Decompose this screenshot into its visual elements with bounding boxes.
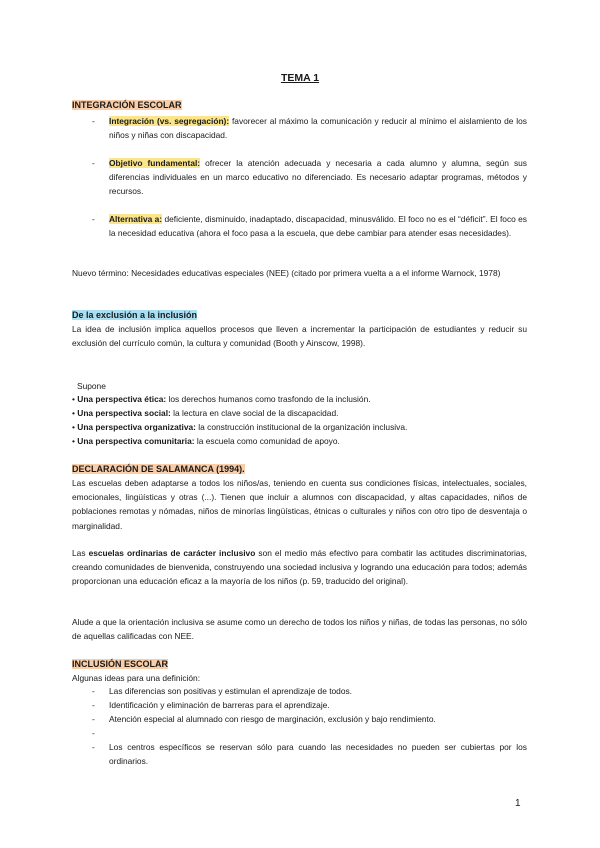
heading-integracion: INTEGRACIÓN ESCOLAR <box>72 100 182 110</box>
salamanca-paragraph-2: Las escuelas ordinarias de carácter inclusivo son el medio más efectivo para combatir las actitudes discriminatorias, creando comunidades de bienvenida, construyendo una sociedad inclusiva y logrando una educación para todos; además proporcionan una educación eficaz a la mayoría de los niños (p. 59, traducido del original). <box>72 548 527 587</box>
list-item: - Objetivo fundamental: ofrecer la atención adecuada y necesaria a cada alumno y alumna, según sus diferencias individuales en un marco educativo no diferenciado. Es necesario adaptar programas, métodos y recursos. <box>92 158 527 197</box>
list-item: - Identificación y eliminación de barreras para el aprendizaje. <box>92 700 330 710</box>
salamanca-paragraph-1: Las escuelas deben adaptarse a todos los niños/as, teniendo en cuenta sus condiciones físicas, intelectuales, sociales, emocionales, lingüísticas y otras (...). Tienen que incluir a alumnos con discapacidad, y altas capacidades, niños de poblaciones remotas y nómadas, niños de minorías lingüísticas, étnicas o culturales y niños con otro tipo de desventaja o marginalidad. <box>72 478 527 531</box>
salamanca-paragraph-3: Alude a que la orientación inclusiva se asume como un derecho de todos los niños y niñas, de todas las personas, no sólo de aquellas calificadas con NEE. <box>72 617 527 642</box>
list-item: - Los centros específicos se reservan sólo para cuando las necesidades no pueden ser cubiertas por los ordinarios. <box>92 742 527 767</box>
definition-intro: Algunas ideas para una definición: <box>72 673 201 683</box>
bullet-item: • Una perspectiva ética: los derechos humanos como trasfondo de la inclusión. <box>72 394 371 404</box>
bullet-item: • Una perspectiva social: la lectura en clave social de la discapacidad. <box>72 408 339 418</box>
supone-label: Supone <box>77 381 106 391</box>
document-page: TEMA 1 INTEGRACIÓN ESCOLAR - Integración (vs. segregación): favorecer al máximo la comunicación y reducir al mínimo el aislamiento de los niños y niñas con discapacidad. - Objetivo fundamental: ofrecer la atención adecuada y necesaria a cada alumno y alumna, según sus diferencias individuales en un marco educativo no diferenciado. Es necesario adaptar programas, métodos y recursos. - Alternativa a: deficiente, disminuido, inadaptado, discapacidad, minusválido. El foco no es el “déficit”. El foco es la necesidad educativa (ahora el foco pasa a la escuela, que debe cambiar para atender esas necesidades). Nuevo término: Necesidades educativas especiales (NEE) (citado por primera vuelta a a el informe Warnock, 1978) De la exclusión a la inclusión La idea de inclusión implica aquellos procesos que lleven a incrementar la participación de estudiantes y reducir su exclusión del currículo común, la cultura y comunidad (Booth y Ainscow, 1998). Supone • Una perspectiva ética: los derechos humanos como trasfondo de la inclusión. • Una perspectiva social: la lectura en clave social de la discapacidad. • Una perspectiva organizativa: la construcción institucional de la organización inclusiva. • Una perspectiva comunitaria: la escuela como comunidad de apoyo. DECLARACIÓN DE SALAMANCA (1994). Las escuelas deben adaptarse a todos los niños/as, teniendo en cuenta sus condiciones físicas, intelectuales, sociales, emocionales, lingüísticas y otras (...). Tienen que incluir a alumnos con discapacidad, y altas capacidades, niños de poblaciones remotas y nómadas, niños de minorías lingüísticas, étnicas o culturales y niños con otro tipo de desventaja o marginalidad. Las escuelas ordinarias de carácter inclusivo son el medio más efectivo para combatir las actitudes discriminatorias, creando comunidades de bienvenida, construyendo una sociedad inclusiva y logrando una educación para todos; además proporcionan una educación eficaz a la mayoría de los niños (p. 59, traducido del original). Alude a que la orientación inclusiva se asume como un derecho de todos los niños y niñas, de todas las personas, no sólo de aquellas calificadas con NEE. INCLUSIÓN ESCOLAR Algunas ideas para una definición: - Las diferencias son positivas y estimulan el aprendizaje de todos. - Identificación y eliminación de barreras para el aprendizaje. - Atención especial al alumnado con riesgo de marginación, exclusión y bajo rendimiento. - - Los centros específicos se reservan sólo para cuando las necesidades no pueden ser cubiertas por los ordinarios. 1 <box>0 0 600 848</box>
list-item: - Alternativa a: deficiente, disminuido, inadaptado, discapacidad, minusválido. El foco no es el “déficit”. El foco es la necesidad educativa (ahora el foco pasa a la escuela, que debe cambiar para atender esas necesidades). <box>92 214 527 239</box>
bullet-item: • Una perspectiva organizativa: la construcción institucional de la organización inclusiva. <box>72 422 408 432</box>
heading-salamanca: DECLARACIÓN DE SALAMANCA (1994). <box>72 464 245 474</box>
heading-inclusion-escolar: INCLUSIÓN ESCOLAR <box>72 659 169 669</box>
list-item: - Atención especial al alumnado con riesgo de marginación, exclusión y bajo rendimiento. <box>92 714 436 724</box>
heading-exclusion: De la exclusión a la inclusión <box>72 310 198 320</box>
nee-note: Nuevo término: Necesidades educativas especiales (NEE) (citado por primera vuelta a a el informe Warnock, 1978) <box>72 268 501 278</box>
inclusion-paragraph: La idea de inclusión implica aquellos procesos que lleven a incrementar la participación de estudiantes y reducir su exclusión del currículo común, la cultura y comunidad (Booth y Ainscow, 1998). <box>72 324 527 349</box>
bullet-item: • Una perspectiva comunitaria: la escuela como comunidad de apoyo. <box>72 436 340 446</box>
page-number: 1 <box>515 798 521 809</box>
list-item: - Integración (vs. segregación): favorecer al máximo la comunicación y reducir al mínimo el aislamiento de los niños y niñas con discapacidad. <box>92 116 527 141</box>
list-item: - Las diferencias son positivas y estimulan el aprendizaje de todos. <box>92 686 353 696</box>
page-title: TEMA 1 <box>280 72 320 84</box>
